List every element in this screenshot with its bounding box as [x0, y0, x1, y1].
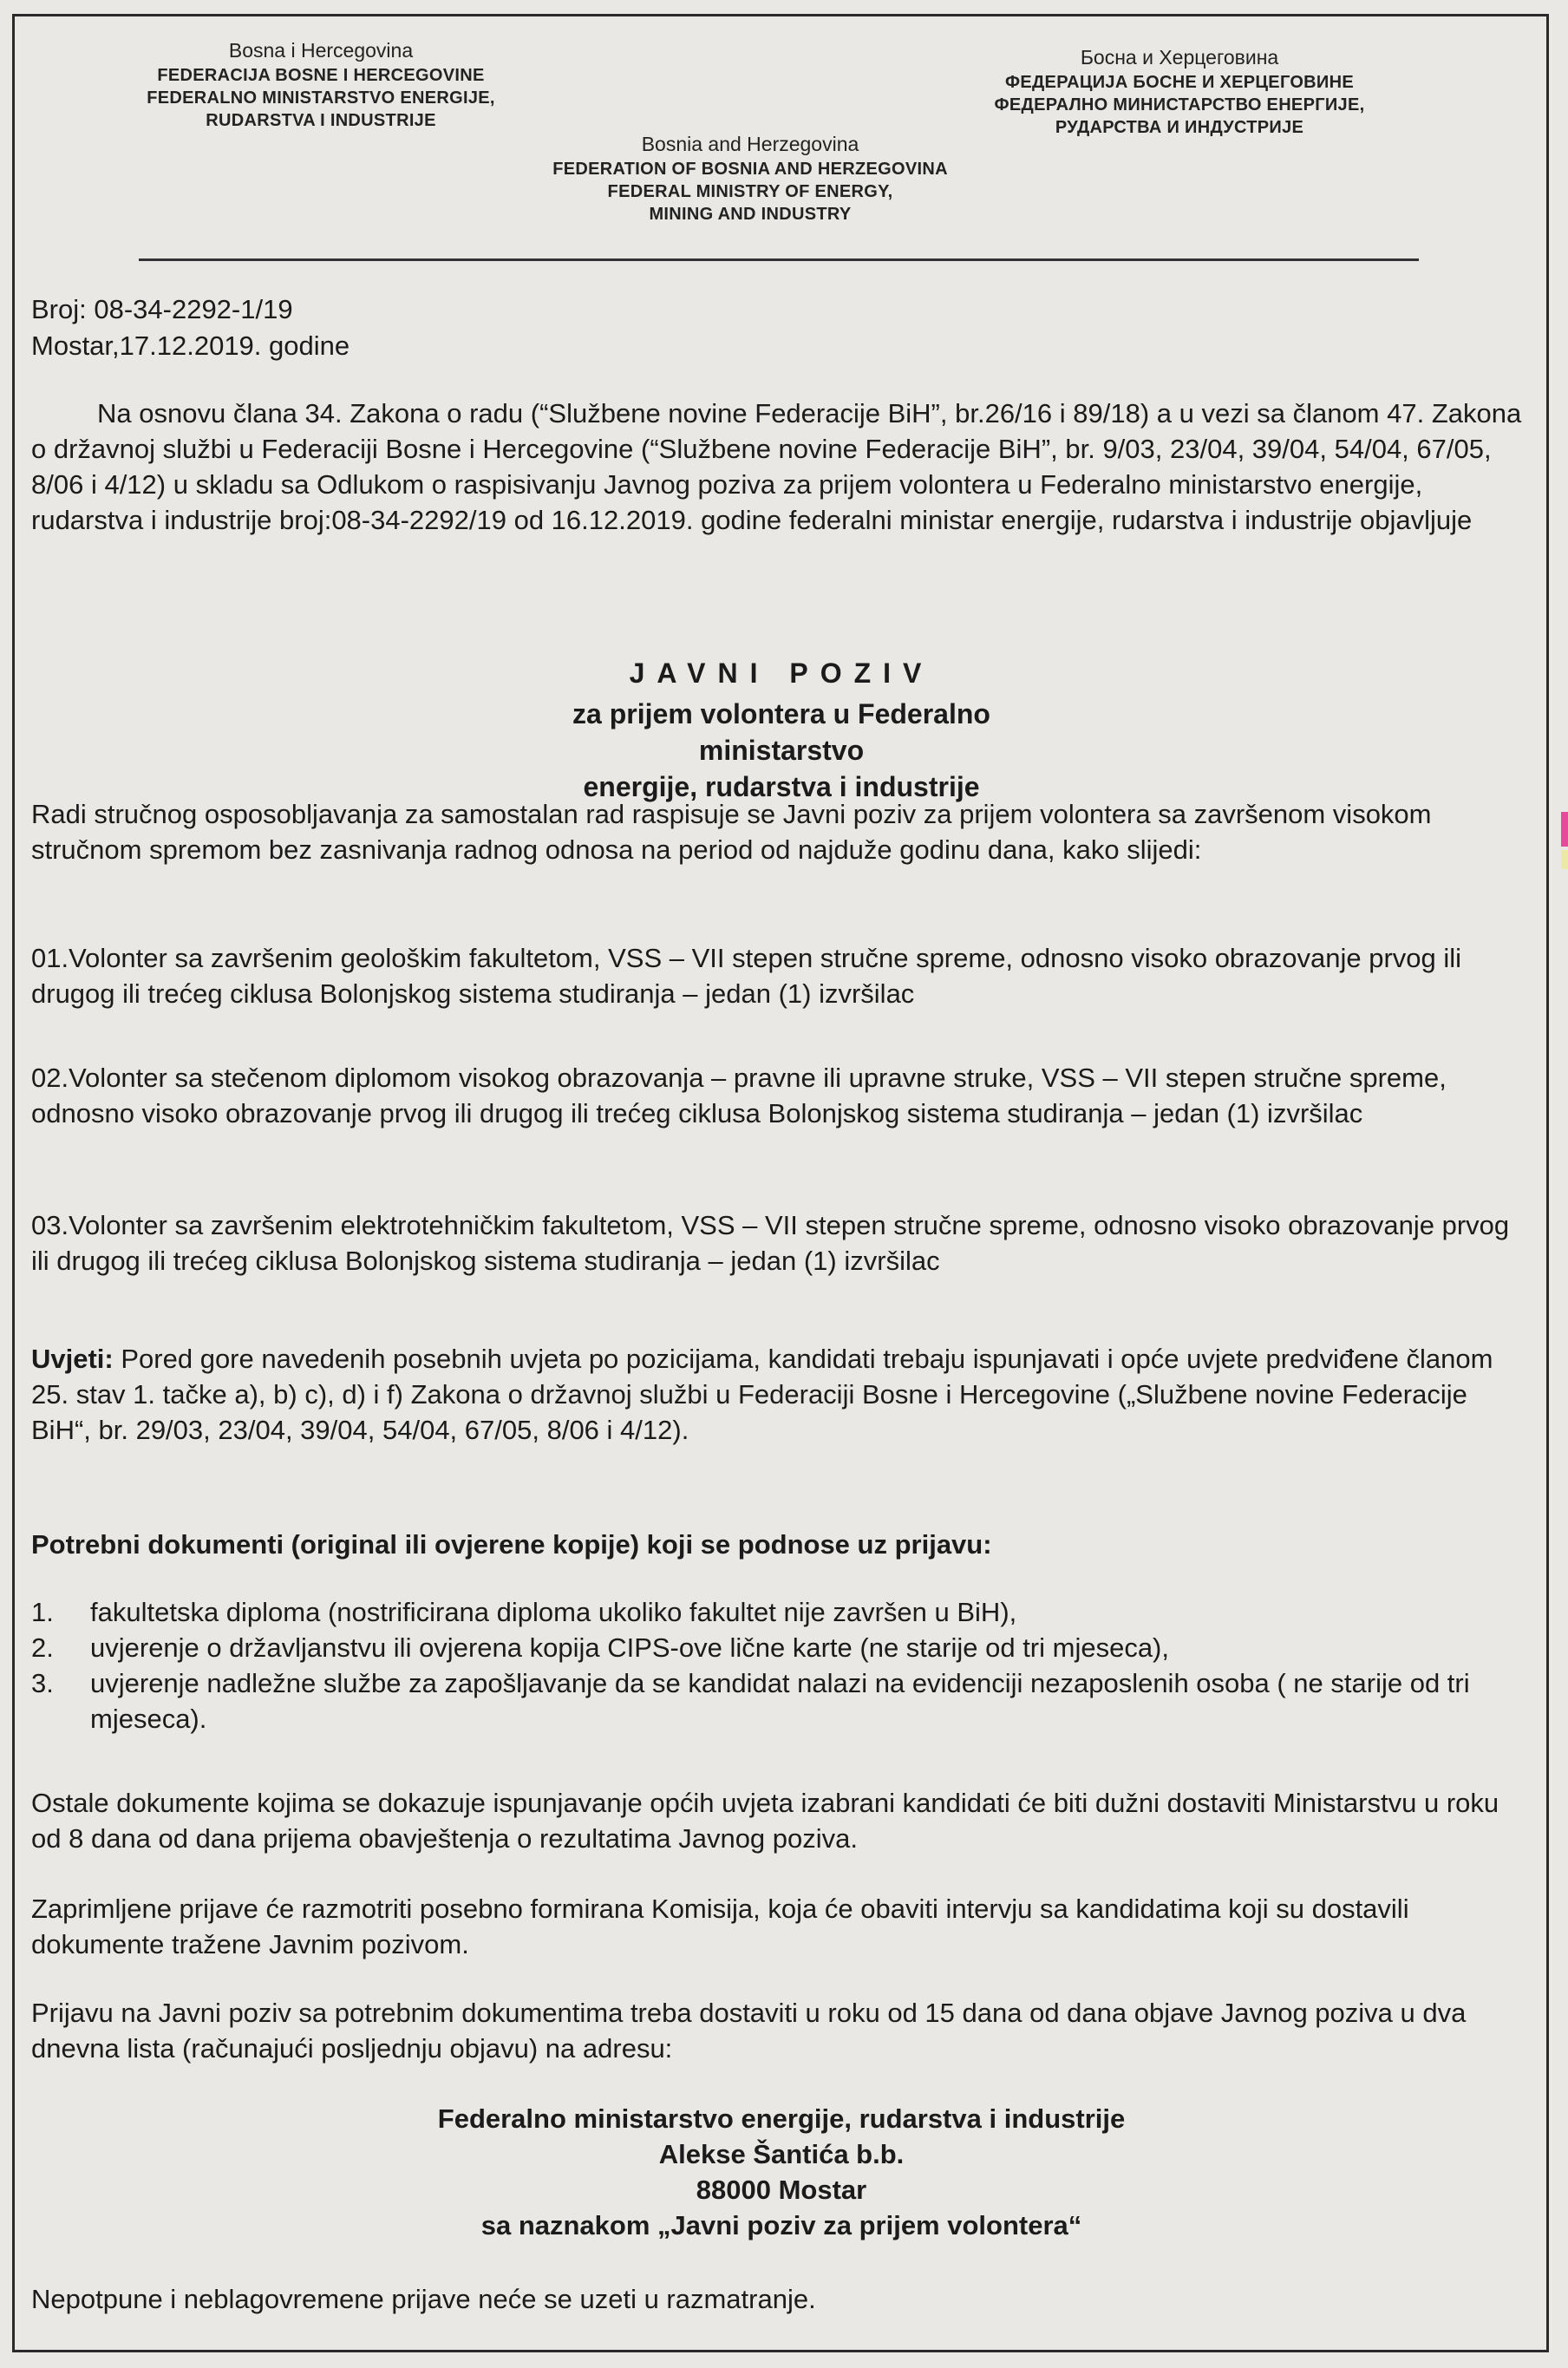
header-country: Bosna i Hercegovina — [228, 39, 414, 62]
header-federation: FEDERATION OF BOSNIA AND HERZEGOVINA — [552, 159, 948, 179]
header-divider — [139, 258, 1419, 261]
list-item — [31, 1594, 1532, 1630]
list-text: fakultetska diploma (nostrificirana diploma ukoliko fakultet nije završen u BiH), — [90, 1597, 1017, 1627]
commission-paragraph: Zaprimljene prijave će razmotriti posebno formirana Komisija, koja će obaviti intervju sa kandidatima koji su dostavili dokumente tražene Javnim pozivom. — [31, 1894, 1409, 1959]
documents-list — [31, 1594, 1532, 1737]
position-item: 03.Volonter sa završenim elektrotehničkim fakultetom, VSS – VII stepen stručne spreme, odnosno visoko obrazovanje prvog ili drugog ili trećeg ciklusa Bolonjskog sistema studiranja – jedan (1) izvršilac — [31, 1210, 1510, 1276]
notice-title: JAVNI POZIV — [629, 657, 934, 689]
header-ministry-cont: RUDARSTVA I INDUSTRIJE — [206, 110, 436, 130]
list-item — [31, 1665, 1532, 1737]
address-line: Federalno ministarstvo energije, rudarstva i industrije — [437, 2103, 1126, 2134]
header-federation: FEDERACIJA BOSNE I HERCEGOVINE — [157, 65, 485, 85]
list-text: uvjerenje o državljanstvu ili ovjerena kopija CIPS-ove lične karte (ne starije od tri mjeseca), — [90, 1632, 1169, 1663]
documents-heading: Potrebni dokumenti (original ili ovjerene kopije) koji se podnose uz prijavu: — [31, 1529, 992, 1560]
header-ministry: FEDERALNO MINISTARSTVO ENERGIJE, — [147, 88, 495, 108]
list-number: 2. — [31, 1632, 54, 1663]
header-ministry-cont: РУДАРСТВА И ИНДУСТРИЈЕ — [1055, 117, 1304, 137]
position-item: 01.Volonter sa završenim geološkim fakultetom, VSS – VII stepen stručne spreme, odnosno visoko obrazovanje prvog ili drugog ili trećeg ciklusa Bolonjskog sistema studiranja – jedan (1) izvršilac — [31, 943, 1462, 1009]
header-country: Босна и Херцеговина — [1080, 46, 1279, 69]
header-ministry: ФЕДЕРАЛНО МИНИСТАРСТВО ЕНЕРГИЈЕ, — [994, 95, 1365, 114]
reference-block — [31, 291, 1532, 364]
notice-subtitle — [31, 696, 1532, 805]
list-item — [31, 1630, 1532, 1665]
conditions-paragraph — [31, 1341, 1532, 1448]
purpose-paragraph: Radi stručnog osposobljavanja za samostalan rad raspisuje se Javni poziv za prijem volontera sa završenom visokom stručnom spremom bez zasnivanja radnog odnosa na period od najduže godinu dana, kako slijedi: — [31, 799, 1432, 865]
final-note: Nepotpune i neblagovremene prijave neće se uzeti u razmatranje. — [31, 2284, 816, 2314]
list-number: 1. — [31, 1597, 54, 1627]
reference-place-date: Mostar,17.12.2019. godine — [31, 330, 350, 361]
header-bosnian — [113, 38, 529, 132]
header-ministry-cont: MINING AND INDUSTRY — [649, 204, 852, 224]
header-country: Bosnia and Herzegovina — [641, 133, 859, 155]
position-item: 02.Volonter sa stečenom diplomom visokog obrazovanja – pravne ili upravne struke, VSS – VII stepen stručne spreme, odnosno visoko obrazovanje prvog ili drugog ili trećeg ciklusa Bolonjskog sistema studiranja – jedan (1) izvršilac — [31, 1063, 1447, 1128]
list-number: 3. — [31, 1668, 54, 1698]
conditions-text: Pored gore navedenih posebnih uvjeta po pozicijama, kandidati trebaju ispunjavati i opće uvjete predviđene članom 25. stav 1. tačke a), b) c), d) i f) Zakona o državnoj službi u Federaciji Bosne i Hercegovine („Službene novine Federacije BiH“, br. 29/03, 23/04, 39/04, 54/04, 67/05, 8/06 i 4/12). — [31, 1344, 1493, 1445]
intro-paragraph: Na osnovu člana 34. Zakona o radu (“Službene novine Federacije BiH”, br.26/16 i 89/18) a u vezi sa članom 47. Zakona o državnoj službi u Federaciji Bosne i Hercegovine (“Službene novine Federacije BiH”, br. 9/03, 23/04, 39/04, 54/04, 67/05, 8/06 i 4/12) u skladu sa Odlukom o raspisivanju Javnog poziva za prijem volontera u Federalno ministarstvo energije, rudarstva i industrije broj:08-34-2292/19 od 16.12.2019. godine federalni ministar energije, rudarstva i industrije objavljuje — [31, 398, 1522, 535]
edge-highlight-mark — [1561, 812, 1568, 847]
conditions-label: Uvjeti: — [31, 1344, 114, 1374]
list-text: uvjerenje nadležne službe za zapošljavanje da se kandidat nalazi na evidenciji nezaposlenih osoba ( ne starije od tri mjeseca). — [90, 1668, 1470, 1734]
edge-highlight-mark — [1561, 850, 1568, 869]
reference-number: Broj: 08-34-2292-1/19 — [31, 294, 293, 324]
header-ministry: FEDERAL MINISTRY OF ENERGY, — [607, 181, 893, 201]
subtitle-line: za prijem volontera u Federalno ministarstvo — [572, 698, 990, 766]
address-line: 88000 Mostar — [696, 2175, 867, 2205]
header-english — [520, 132, 980, 226]
other-documents-paragraph: Ostale dokumente kojima se dokazuje ispunjavanje općih uvjeta izabrani kandidati će biti dužni dostaviti Ministarstvu u roku od 8 dana od dana prijema obavještenja o rezultatima Javnog poziva. — [31, 1788, 1499, 1854]
address-line: sa naznakom „Javni poziv za prijem volontera“ — [480, 2210, 1082, 2240]
header-federation: ФЕДЕРАЦИЈА БОСНЕ И ХЕРЦЕГОВИНЕ — [1005, 72, 1354, 92]
address-block — [31, 2101, 1532, 2243]
submission-paragraph: Prijavu na Javni poziv sa potrebnim dokumentima treba dostaviti u roku od 15 dana od dana objave Javnog poziva u dva dnevna lista (računajući posljednju objavu) na adresu: — [31, 1998, 1467, 2064]
address-line: Alekse Šantića b.b. — [658, 2139, 905, 2169]
subtitle-line: energije, rudarstva i industrije — [583, 771, 980, 802]
header-cyrillic — [963, 45, 1396, 139]
